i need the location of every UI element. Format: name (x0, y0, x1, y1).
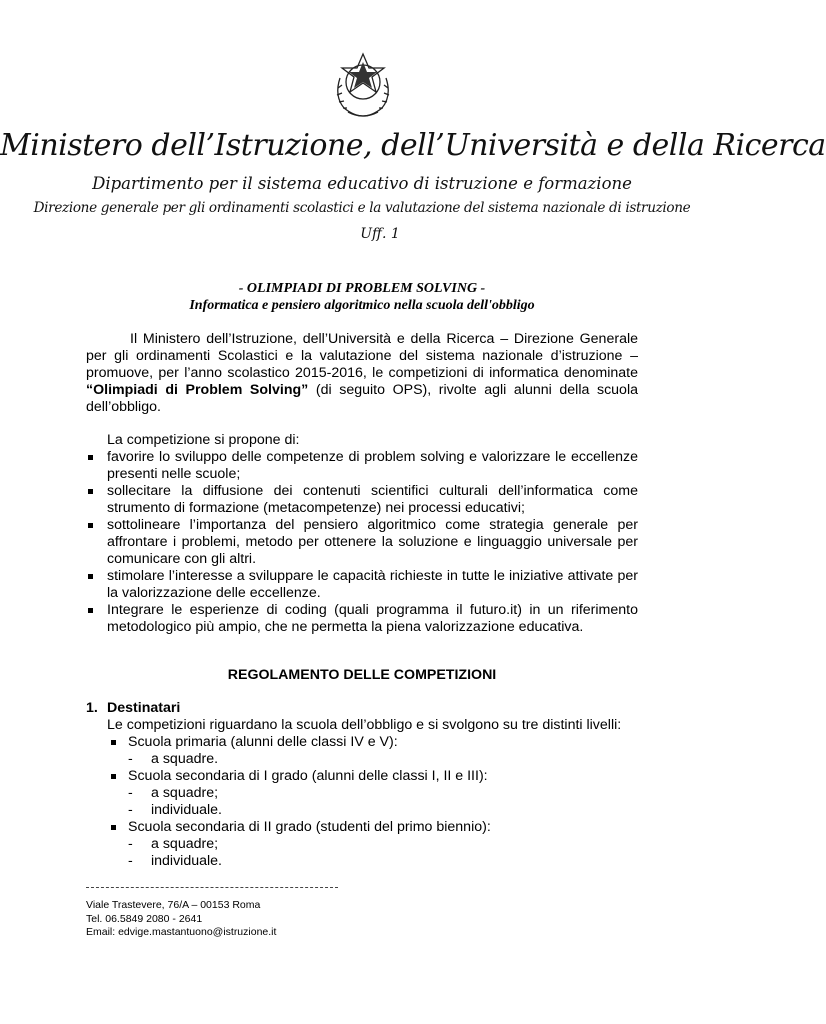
level-modes (128, 836, 491, 870)
goals-lead: La competizione si propone di: (107, 432, 300, 448)
bullet-square-icon (88, 523, 93, 528)
bullet-square-icon (111, 825, 116, 830)
list-item (128, 853, 491, 870)
level-modes (128, 785, 491, 819)
directorate-name: Direzione generale per gli ordinamenti scolastici e la valutazione del sistema nazionale di istruzione (33, 200, 691, 216)
section-description: Le competizioni riguardano la scuola dell’obbligo e si svolgono su tre distinti livelli: (107, 717, 622, 733)
mode-text: a squadre; (151, 785, 219, 801)
level-label: Scuola secondaria di I grado (alunni delle classi I, II e III): (128, 768, 488, 784)
competition-name: “Olimpiadi di Problem Solving” (86, 382, 309, 398)
goal-text: sottolineare l’importanza del pensiero algoritmico come strategia generale per affrontare i problemi, metodo per ottenere la soluzione e linguaggio universale per comunicare con gli altri. (107, 517, 638, 567)
intro-text-start: Il Ministero dell’Istruzione, dell’Università e della Ricerca – Direzione Generale per gli ordinamenti Scolastici e la valutazione del sistema nazionale d’istruzione – promuove, per l’anno scolastico 2015-2016, le competizioni di informatica denominate (86, 331, 638, 381)
level-modes (128, 751, 491, 768)
list-item (128, 785, 491, 802)
intro-text-end: (di seguito OPS), rivolte agli alunni della scuola dell’obbligo. (86, 382, 638, 415)
dash-bullet: - (128, 785, 133, 801)
footer-address: Viale Trastevere, 76/A – 00153 Roma (86, 899, 261, 911)
list-item (86, 483, 638, 517)
bullet-square-icon (111, 774, 116, 779)
levels-list (107, 734, 491, 870)
list-item (128, 751, 491, 768)
footer-phone: Tel. 06.5849 2080 - 2641 (86, 912, 203, 925)
office-name: Uff. 1 (360, 226, 400, 242)
document-title: - OLIMPIADI DI PROBLEM SOLVING - (238, 281, 486, 296)
list-item (86, 568, 638, 602)
level-item (107, 768, 491, 819)
level-label: Scuola primaria (alunni delle classi IV e V): (128, 734, 398, 750)
level-label: Scuola secondaria di II grado (studenti del primo biennio): (128, 819, 491, 835)
dash-bullet: - (128, 836, 133, 852)
goal-text: sollecitare la diffusione dei contenuti scientifici culturali dell’informatica come strumento di formazione (metacompetenze) nei processi educativi; (107, 483, 638, 516)
goal-text: stimolare l’interesse a sviluppare le capacità richieste in tutte le iniziative attivate per la valorizzazione delle eccellenze. (107, 568, 638, 601)
list-item (86, 449, 638, 483)
dash-bullet: - (128, 751, 133, 767)
list-item (86, 602, 638, 636)
section-title: Destinatari (107, 700, 181, 716)
bullet-square-icon (88, 455, 93, 460)
footer (86, 899, 276, 940)
bullet-square-icon (88, 574, 93, 579)
dash-bullet: - (128, 853, 133, 869)
ministry-name: Ministero dell’Istruzione, dell’Università e della Ricerca (0, 128, 826, 163)
goals-list (86, 449, 638, 636)
level-item (107, 819, 491, 870)
bullet-square-icon (88, 489, 93, 494)
mode-text: individuale. (151, 802, 222, 818)
list-item (128, 836, 491, 853)
intro-paragraph (86, 331, 638, 416)
republic-emblem-icon (330, 48, 396, 122)
footer-divider (86, 887, 338, 888)
regulation-heading: REGOLAMENTO DELLE COMPETIZIONI (227, 667, 497, 683)
section-heading (86, 700, 180, 716)
goal-text: Integrare le esperienze di coding (quali programma il futuro.it) in un riferimento metodologico più ampio, che ne permetta la piena valorizzazione educativa. (107, 602, 638, 635)
footer-email: Email: edvige.mastantuono@istruzione.it (86, 926, 277, 938)
mode-text: a squadre; (151, 836, 219, 852)
level-item (107, 734, 491, 768)
goal-text: favorire lo sviluppo delle competenze di problem solving e valorizzare le eccellenze presenti nelle scuole; (107, 449, 638, 482)
list-item (86, 517, 638, 568)
department-name: Dipartimento per il sistema educativo di istruzione e formazione (92, 174, 632, 193)
document-subtitle: Informatica e pensiero algoritmico nella scuola dell'obbligo (189, 298, 535, 313)
mode-text: a squadre. (151, 751, 219, 767)
section-number: 1. (86, 700, 98, 716)
bullet-square-icon (111, 740, 116, 745)
list-item (128, 802, 491, 819)
bullet-square-icon (88, 608, 93, 613)
mode-text: individuale. (151, 853, 222, 869)
dash-bullet: - (128, 802, 133, 818)
